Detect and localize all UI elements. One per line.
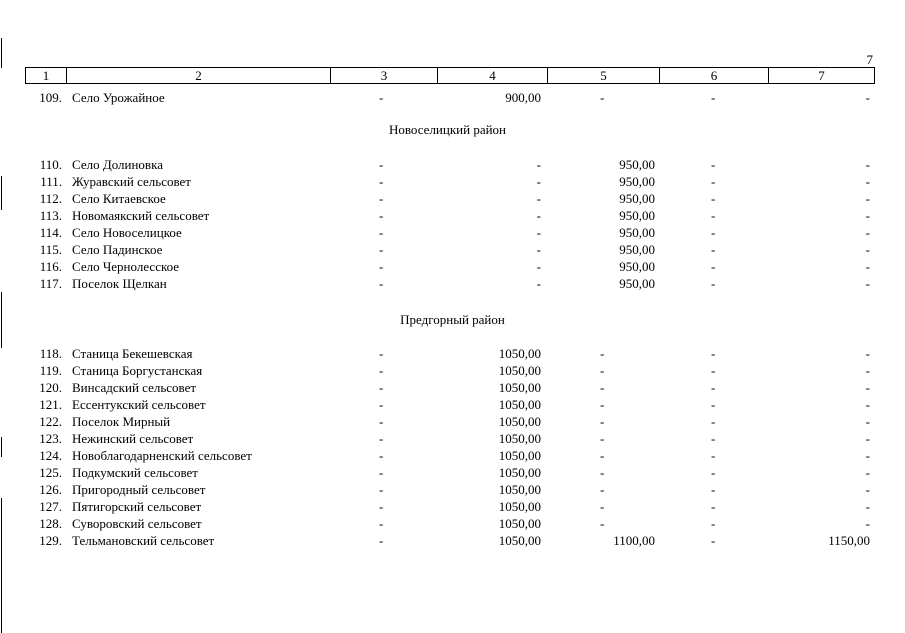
value-col5: 950,00: [619, 191, 655, 206]
value-col3: -: [379, 363, 384, 378]
value-col6: -: [711, 191, 716, 206]
row-number: 115.: [39, 242, 62, 257]
row-number: 114.: [39, 225, 62, 240]
row-number: 112.: [39, 191, 62, 206]
row-number: 122.: [39, 414, 62, 429]
table-row: [0, 89, 905, 106]
settlement-name: Село Урожайное: [72, 90, 165, 105]
value-col4: 1050,00: [498, 533, 541, 548]
row-number: 109.: [39, 90, 62, 105]
header-cell: 6: [660, 68, 769, 84]
settlement-name: Тельмановский сельсовет: [72, 533, 215, 548]
header-cell: 3: [331, 68, 438, 84]
value-col7: -: [865, 448, 870, 463]
value-col5: 950,00: [619, 242, 655, 257]
settlement-name: Станица Бекешевская: [72, 346, 193, 361]
table-row: [0, 481, 905, 498]
table-row: [0, 258, 905, 275]
value-col3: -: [379, 276, 384, 291]
value-col4: -: [536, 225, 541, 240]
value-col3: -: [379, 191, 384, 206]
value-col3: -: [379, 499, 384, 514]
value-col6: -: [711, 242, 716, 257]
table-row: [0, 207, 905, 224]
value-col3: -: [379, 431, 384, 446]
value-col4: 1050,00: [498, 482, 541, 497]
settlement-name: Село Чернолесское: [72, 259, 180, 274]
settlement-name: Село Китаевское: [72, 191, 166, 206]
value-col3: -: [379, 414, 384, 429]
settlement-name: Поселок Мирный: [72, 414, 171, 429]
value-col5: -: [600, 465, 605, 480]
value-col3: -: [379, 208, 384, 223]
value-col3: -: [379, 259, 384, 274]
header-cell: 4: [438, 68, 548, 84]
header-cell: 1: [26, 68, 67, 84]
settlement-name: Нежинский сельсовет: [72, 431, 194, 446]
row-number: 124.: [39, 448, 62, 463]
value-col3: -: [379, 157, 384, 172]
table-row: [0, 362, 905, 379]
value-col6: -: [711, 208, 716, 223]
value-col7: -: [865, 431, 870, 446]
table-row: [0, 498, 905, 515]
row-number: 116.: [39, 259, 62, 274]
value-col7: -: [865, 208, 870, 223]
value-col5: -: [600, 482, 605, 497]
settlement-name: Подкумский сельсовет: [72, 465, 198, 480]
value-col6: -: [711, 431, 716, 446]
value-col5: 950,00: [619, 225, 655, 240]
value-col3: -: [379, 516, 384, 531]
settlement-name: Журавский сельсовет: [72, 174, 191, 189]
value-col4: 900,00: [505, 90, 541, 105]
table-row: [0, 396, 905, 413]
value-col5: -: [600, 90, 605, 105]
column-header-table: [25, 67, 875, 84]
settlement-name: Поселок Щелкан: [72, 276, 167, 291]
row-number: 129.: [39, 533, 62, 548]
settlement-name: Ессентукский сельсовет: [72, 397, 206, 412]
value-col7: -: [865, 276, 870, 291]
value-col4: 1050,00: [498, 380, 541, 395]
settlement-name: Пригородный сельсовет: [72, 482, 206, 497]
value-col5: 950,00: [619, 174, 655, 189]
section-title: Новоселицкий район: [388, 122, 507, 137]
value-col7: -: [865, 174, 870, 189]
value-col7: -: [865, 380, 870, 395]
value-col5: -: [600, 397, 605, 412]
table-row: [0, 345, 905, 362]
table-row: [0, 173, 905, 190]
value-col6: -: [711, 516, 716, 531]
value-col6: -: [711, 225, 716, 240]
table-row: [0, 464, 905, 481]
row-number: 120.: [39, 380, 62, 395]
table-row: [0, 224, 905, 241]
value-col5: -: [600, 414, 605, 429]
page-number: 7: [866, 52, 873, 67]
row-number: 110.: [39, 157, 62, 172]
value-col5: -: [600, 431, 605, 446]
value-col4: -: [536, 174, 541, 189]
value-col7: -: [865, 191, 870, 206]
value-col6: -: [711, 499, 716, 514]
value-col6: -: [711, 276, 716, 291]
value-col3: -: [379, 533, 384, 548]
value-col6: -: [711, 174, 716, 189]
value-col4: -: [536, 242, 541, 257]
value-col4: 1050,00: [498, 363, 541, 378]
value-col4: -: [536, 208, 541, 223]
row-number: 127.: [39, 499, 62, 514]
settlement-name: Станица Боргустанская: [72, 363, 203, 378]
settlement-name: Пятигорский сельсовет: [72, 499, 202, 514]
value-col7: -: [865, 346, 870, 361]
value-col5: 1100,00: [613, 533, 655, 548]
value-col4: 1050,00: [498, 499, 541, 514]
value-col4: 1050,00: [498, 414, 541, 429]
value-col4: 1050,00: [498, 516, 541, 531]
margin-mark: [1, 38, 2, 68]
value-col3: -: [379, 397, 384, 412]
table-row: [0, 413, 905, 430]
row-number: 126.: [39, 482, 62, 497]
table-row: [0, 515, 905, 532]
value-col7: -: [865, 90, 870, 105]
value-col4: 1050,00: [498, 465, 541, 480]
value-col4: -: [536, 259, 541, 274]
row-number: 121.: [39, 397, 62, 412]
value-col4: 1050,00: [498, 397, 541, 412]
value-col6: -: [711, 533, 716, 548]
value-col4: -: [536, 276, 541, 291]
table-row: [0, 532, 905, 549]
value-col7: -: [865, 363, 870, 378]
value-col7: -: [865, 465, 870, 480]
value-col5: 950,00: [619, 157, 655, 172]
value-col4: 1050,00: [498, 431, 541, 446]
value-col3: -: [379, 448, 384, 463]
value-col6: -: [711, 465, 716, 480]
settlement-name: Новоблагодарненский сельсовет: [72, 448, 252, 463]
value-col7: -: [865, 157, 870, 172]
value-col7: -: [865, 259, 870, 274]
value-col3: -: [379, 90, 384, 105]
header-cell: 2: [67, 68, 331, 84]
value-col6: -: [711, 346, 716, 361]
value-col6: -: [711, 363, 716, 378]
value-col7: -: [865, 242, 870, 257]
table-row: [0, 379, 905, 396]
value-col5: -: [600, 346, 605, 361]
value-col6: -: [711, 157, 716, 172]
row-number: 119.: [39, 363, 62, 378]
table-row: [0, 430, 905, 447]
value-col5: -: [600, 363, 605, 378]
settlement-name: Село Падинское: [72, 242, 163, 257]
value-col7: -: [865, 397, 870, 412]
table-row: [0, 156, 905, 173]
header-cell: 5: [548, 68, 660, 84]
settlement-name: Суворовский сельсовет: [72, 516, 202, 531]
row-number: 123.: [39, 431, 62, 446]
value-col5: -: [600, 380, 605, 395]
value-col3: -: [379, 465, 384, 480]
row-number: 113.: [39, 208, 62, 223]
value-col4: 1050,00: [498, 448, 541, 463]
value-col7: 1150,00: [828, 533, 870, 548]
value-col7: -: [865, 482, 870, 497]
settlement-name: Новомаякский сельсовет: [72, 208, 210, 223]
settlement-name: Село Новоселицкое: [72, 225, 182, 240]
table-row: [0, 447, 905, 464]
value-col6: -: [711, 414, 716, 429]
section-title: Предгорный район: [400, 312, 505, 327]
row-number: 118.: [39, 346, 62, 361]
value-col7: -: [865, 414, 870, 429]
value-col3: -: [379, 174, 384, 189]
row-number: 125.: [39, 465, 62, 480]
table-row: [0, 190, 905, 207]
row-number: 117.: [39, 276, 62, 291]
value-col6: -: [711, 448, 716, 463]
value-col6: -: [711, 380, 716, 395]
value-col5: -: [600, 516, 605, 531]
value-col3: -: [379, 225, 384, 240]
value-col5: 950,00: [619, 276, 655, 291]
value-col3: -: [379, 242, 384, 257]
table-row: [0, 275, 905, 292]
value-col6: -: [711, 259, 716, 274]
value-col7: -: [865, 499, 870, 514]
header-cell: 7: [769, 68, 875, 84]
settlement-name: Село Долиновка: [72, 157, 163, 172]
row-number: 128.: [39, 516, 62, 531]
value-col5: -: [600, 448, 605, 463]
value-col7: -: [865, 225, 870, 240]
settlement-name: Винсадский сельсовет: [72, 380, 197, 395]
value-col4: 1050,00: [498, 346, 541, 361]
value-col4: -: [536, 191, 541, 206]
value-col3: -: [379, 346, 384, 361]
table-row: [0, 241, 905, 258]
value-col6: -: [711, 397, 716, 412]
row-number: 111.: [40, 174, 62, 189]
value-col6: -: [711, 482, 716, 497]
value-col7: -: [865, 516, 870, 531]
value-col6: -: [711, 90, 716, 105]
value-col5: -: [600, 499, 605, 514]
value-col3: -: [379, 380, 384, 395]
value-col3: -: [379, 482, 384, 497]
value-col5: 950,00: [619, 259, 655, 274]
value-col5: 950,00: [619, 208, 655, 223]
value-col4: -: [536, 157, 541, 172]
